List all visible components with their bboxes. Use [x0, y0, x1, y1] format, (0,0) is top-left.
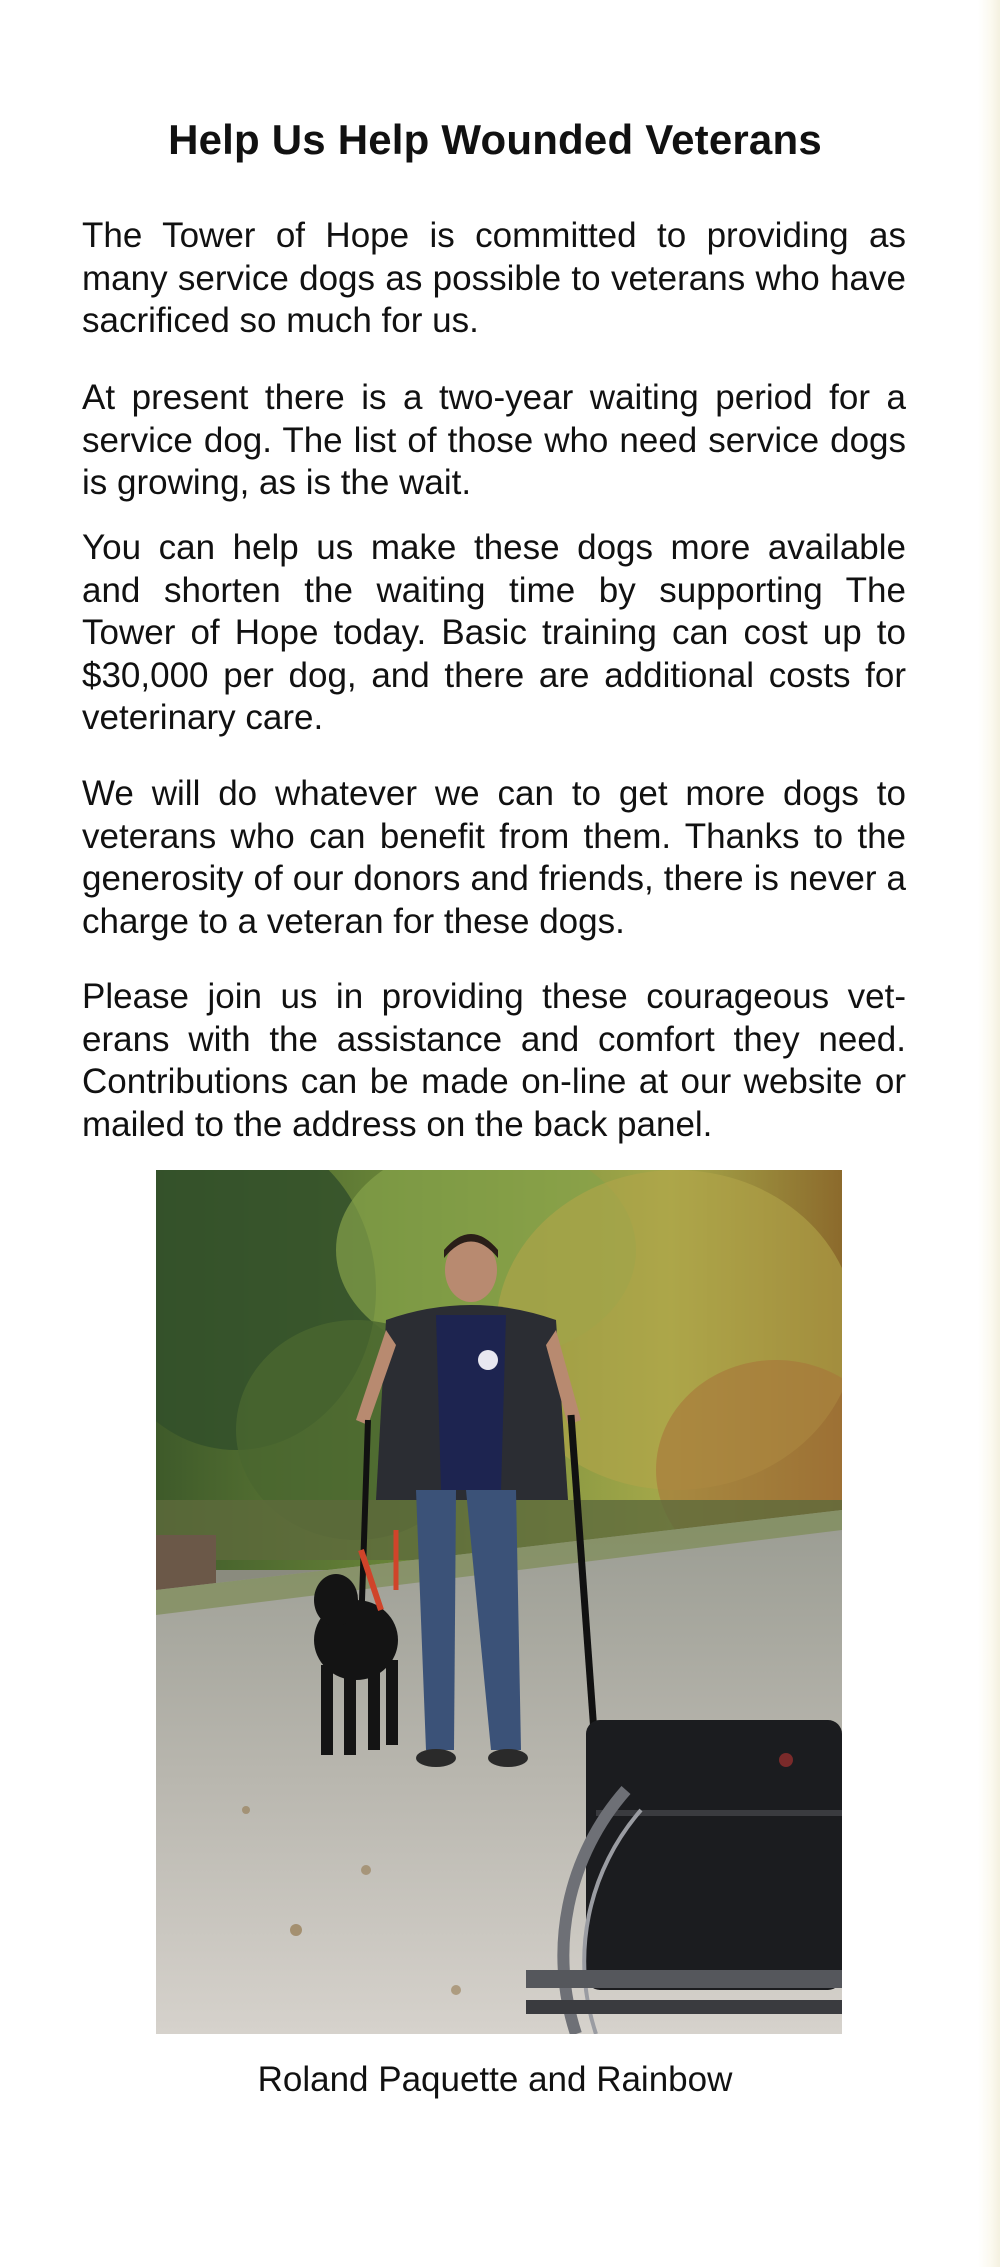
page-title: Help Us Help Wounded Veterans: [168, 116, 822, 163]
paragraph-waiting-period: At present there is a two-year waiting period for a service dog. The list of those who need service dogs is growing, as is the wait.: [82, 378, 906, 502]
veteran-service-dog-photo: [156, 1170, 842, 2034]
paragraph-call-to-action: Please join us in providing these courageous vet-erans with the assistance and comfort they need. Contributions can be made on-line at our website or mailed to the address on the back panel.: [82, 977, 906, 1144]
page-edge: [978, 0, 1000, 2267]
paragraph-commitment: The Tower of Hope is committed to providing as many service dogs as possible to veterans who have sacrificed so much for us.: [82, 216, 906, 340]
paragraph-no-charge: We will do whatever we can to get more dogs to veterans who can benefit from them. Thanks to the generosity of our donors and friends, there is never a charge to a veteran for these dogs.: [82, 774, 906, 941]
paragraph-support-costs: You can help us make these dogs more available and shorten the waiting time by supporting The Tower of Hope today. Basic training can cost up to $30,000 per dog, and there are additional costs for veterinary care.: [82, 528, 906, 737]
photo-caption: Roland Paquette and Rainbow: [257, 2060, 733, 2099]
